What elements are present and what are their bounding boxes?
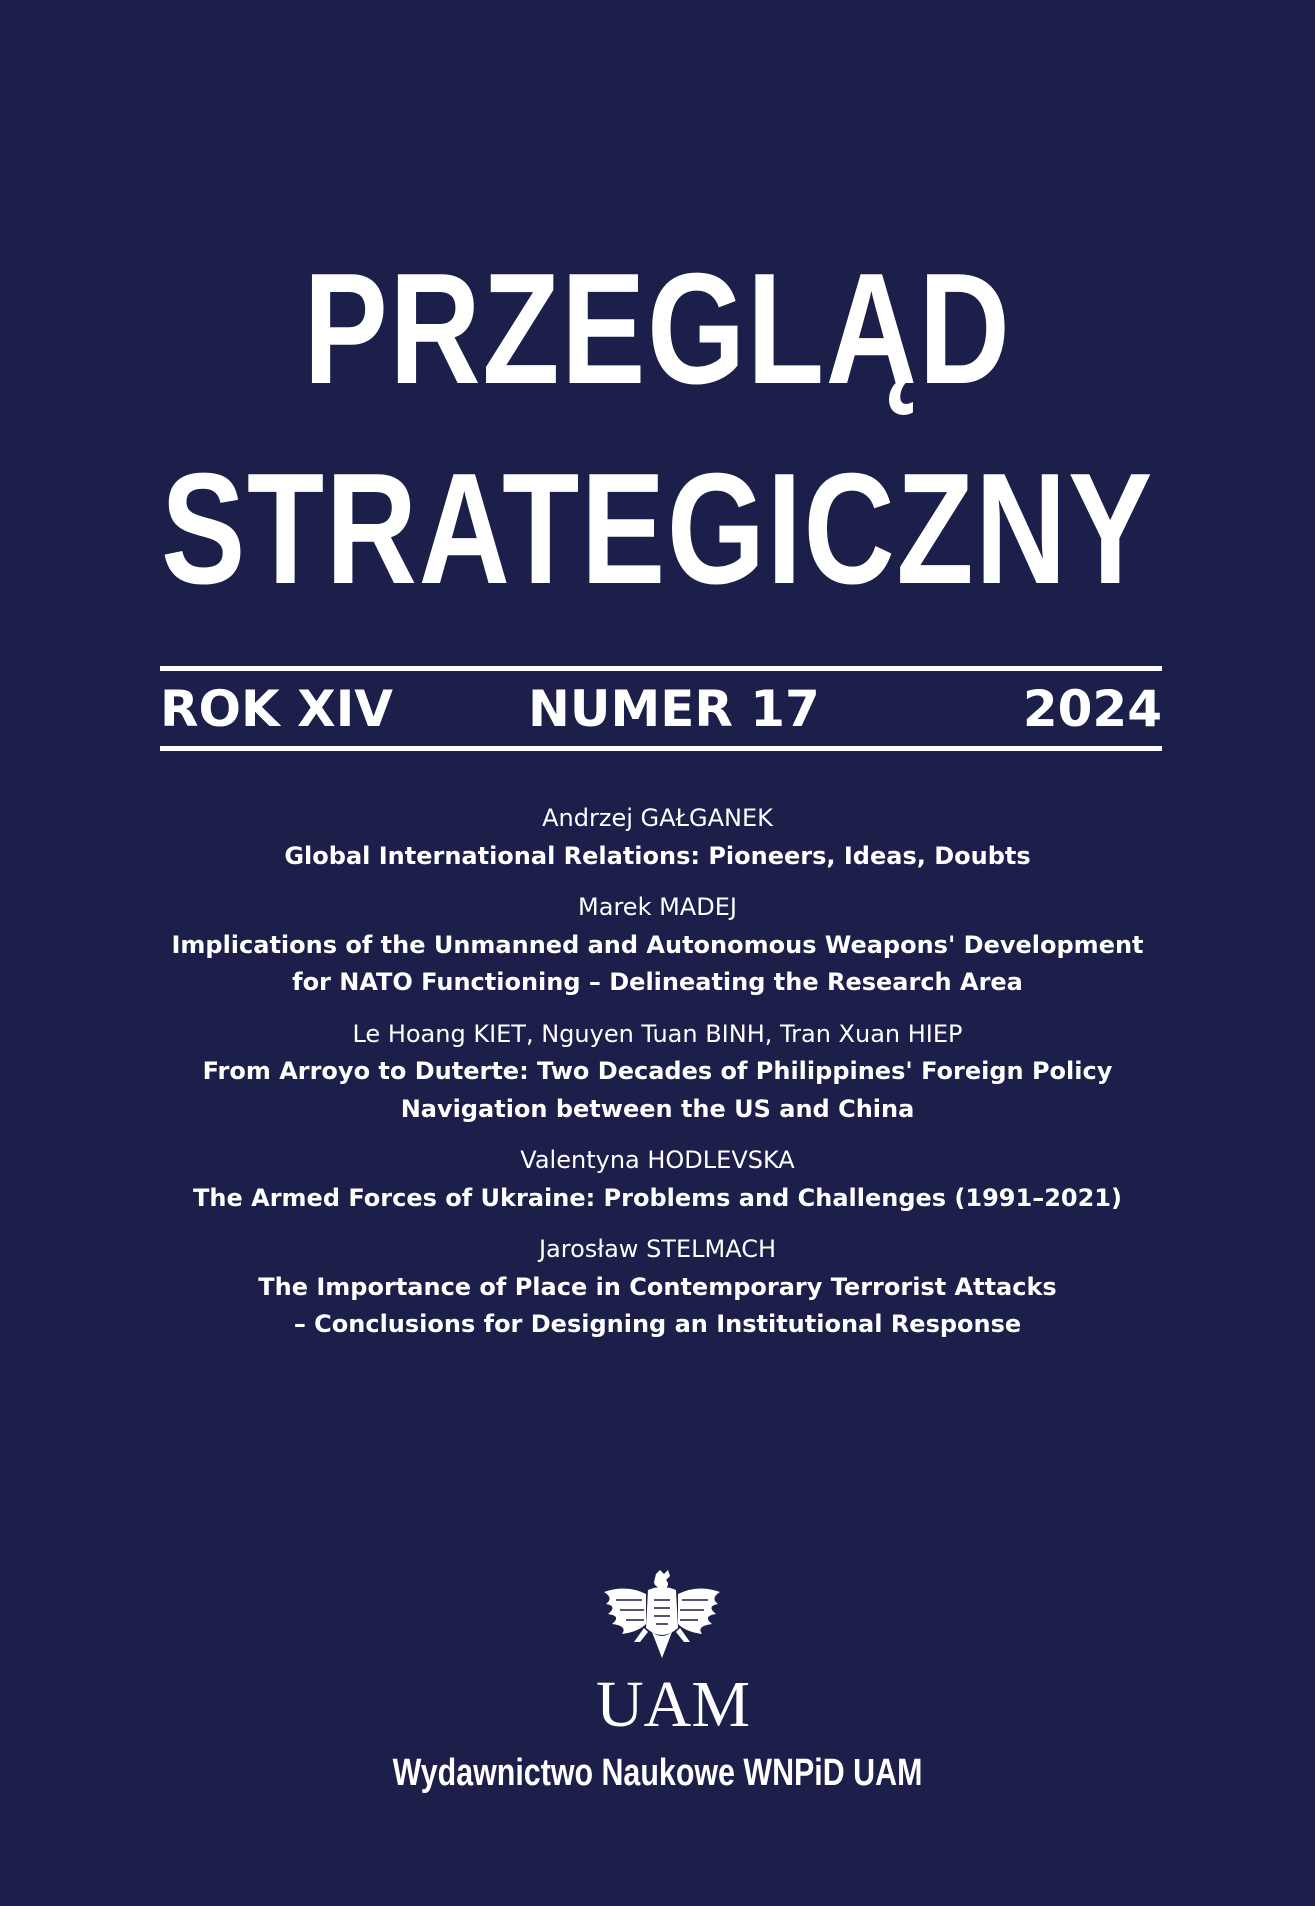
issue-info-row <box>160 678 1162 740</box>
article-entry <box>60 889 1255 1002</box>
article-title-line: – Conclusions for Designing an Institutional Response <box>293 1310 1022 1338</box>
article-entry <box>60 1016 1255 1129</box>
journal-title-line-2: STRATEGICZNY <box>161 441 1154 617</box>
article-title-line: The Importance of Place in Contemporary Terrorist Attacks <box>258 1272 1057 1301</box>
article-title-line: Implications of the Unmanned and Autonomous Weapons' Development <box>171 930 1144 959</box>
table-of-contents <box>60 800 1255 1358</box>
article-title-line: Global International Relations: Pioneers, Ideas, Doubts <box>284 841 1031 870</box>
article-author: Andrzej GAŁGANEK <box>542 804 773 832</box>
uam-logo <box>596 1570 751 1741</box>
article-title-line: The Armed Forces of Ukraine: Problems and Challenges (1991–2021) <box>193 1183 1122 1212</box>
article-title-line: From Arroyo to Duterte: Two Decades of Philippines' Foreign Policy <box>202 1057 1113 1085</box>
article-title-line: Navigation between the US and China <box>400 1094 915 1123</box>
article-author: Valentyna HODLEVSKA <box>520 1146 795 1174</box>
article-author: Le Hoang KIET, Nguyen Tuan BINH, Tran Xuan HIEP <box>352 1019 963 1048</box>
issue-number: NUMER 17 <box>528 680 820 738</box>
article-title-line: for NATO Functioning – Delineating the Research Area <box>292 968 1023 996</box>
top-divider <box>160 666 1162 671</box>
bottom-divider <box>160 746 1162 751</box>
logo-text: UAM <box>596 1668 751 1741</box>
article-author: Marek MADEJ <box>578 893 737 921</box>
issue-year: 2024 <box>1022 680 1162 738</box>
eagle-emblem-icon <box>596 1570 728 1680</box>
article-entry <box>60 1142 1255 1217</box>
article-entry <box>60 800 1255 875</box>
publisher-name: Wydawnictwo Naukowe WNPiD UAM <box>392 1752 923 1794</box>
journal-title-line-1: PRZEGLĄD <box>303 241 1012 417</box>
article-entry <box>60 1231 1255 1344</box>
volume-label: ROK XIV <box>160 680 394 738</box>
article-author: Jarosław STELMACH <box>538 1235 777 1263</box>
